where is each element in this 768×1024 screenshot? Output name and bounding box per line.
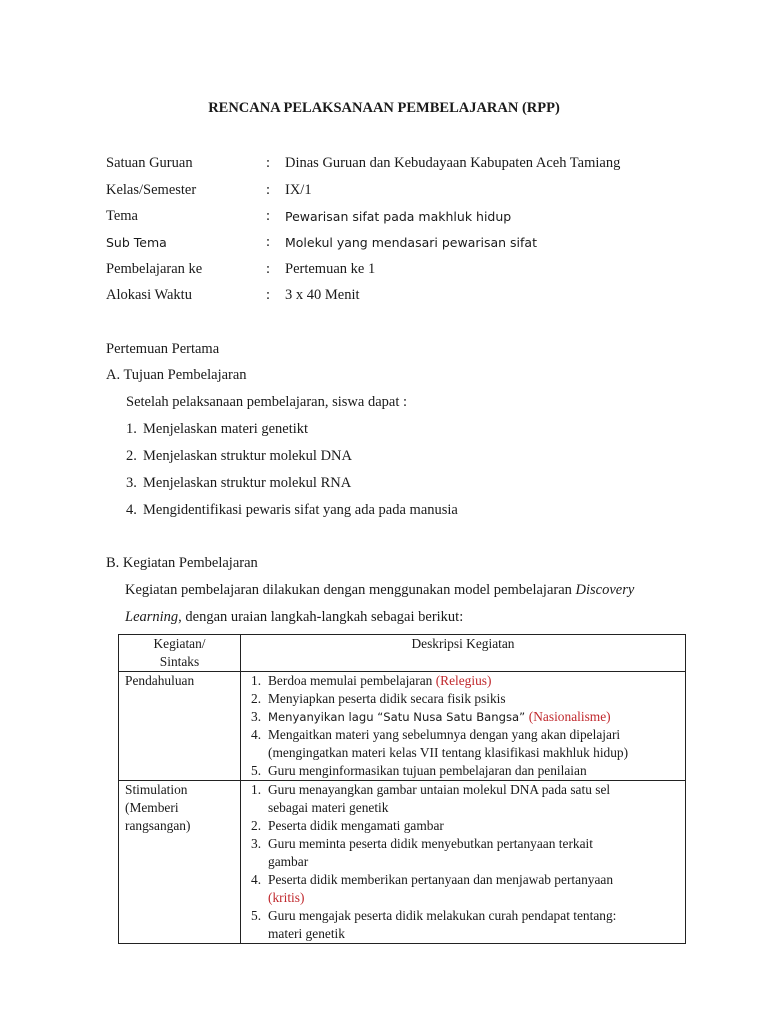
objective-item: Menjelaskan struktur molekul DNA bbox=[143, 448, 353, 464]
steps-list bbox=[247, 672, 679, 780]
step-text: Guru menayangkan gambar untaian molekul DNA pada satu sel bbox=[268, 782, 611, 797]
character-tag: (kritis) bbox=[268, 890, 305, 905]
section-a-heading: A. Tujuan Pembelajaran bbox=[106, 367, 247, 383]
table-row bbox=[119, 672, 686, 781]
stage-cell bbox=[119, 672, 241, 781]
step-number: 2. bbox=[251, 818, 262, 833]
steps-cell bbox=[241, 781, 686, 944]
identity-value: Pewarisan sifat pada makhluk hidup bbox=[285, 209, 512, 224]
stage-name-cont: rangsangan) bbox=[125, 818, 191, 833]
step-item bbox=[247, 708, 679, 726]
step-number: 5. bbox=[251, 908, 262, 923]
step-text-cont: gambar bbox=[268, 854, 309, 869]
step-item bbox=[247, 817, 679, 835]
step-number: 4. bbox=[251, 872, 262, 887]
step-text: Guru menginformasikan tujuan pembelajaran dan penilaian bbox=[268, 763, 587, 778]
step-number: 2. bbox=[251, 691, 262, 706]
step-item bbox=[247, 835, 679, 871]
stage-cell bbox=[119, 781, 241, 944]
step-text: Menyanyikan lagu “Satu Nusa Satu Bangsa” bbox=[268, 710, 529, 724]
stage-name-cont: (Memberi bbox=[125, 800, 179, 815]
header-stage-line: Kegiatan/ bbox=[153, 636, 206, 651]
step-number: 4. bbox=[251, 727, 262, 742]
step-item bbox=[247, 907, 679, 943]
step-text: Mengaitkan materi yang sebelumnya dengan yang akan dipelajari bbox=[268, 727, 621, 742]
steps-cell bbox=[241, 672, 686, 781]
identity-label: Tema bbox=[106, 208, 138, 224]
objective-item: Mengidentifikasi pewaris sifat yang ada pada manusia bbox=[143, 502, 458, 518]
step-number: 3. bbox=[251, 836, 262, 851]
intro-text-cont: , dengan uraian langkah-langkah sebagai berikut: bbox=[178, 609, 464, 625]
step-item bbox=[247, 781, 679, 817]
step-text: Menyiapkan peserta didik secara fisik psikis bbox=[268, 691, 506, 706]
meeting-heading: Pertemuan Pertama bbox=[106, 341, 220, 357]
step-text: Peserta didik mengamati gambar bbox=[268, 818, 444, 833]
step-number: 1. bbox=[251, 673, 262, 688]
section-b-intro-cont bbox=[125, 609, 463, 626]
step-item bbox=[247, 672, 679, 690]
stage-name: Pendahuluan bbox=[125, 673, 195, 688]
identity-value: Dinas Guruan dan Kebudayaan Kabupaten Aceh Tamiang bbox=[285, 155, 621, 171]
step-text: Guru mengajak peserta didik melakukan curah pendapat tentang: bbox=[268, 908, 617, 923]
section-b-intro bbox=[125, 582, 634, 599]
activity-table bbox=[118, 634, 686, 944]
header-description: Deskripsi Kegiatan bbox=[241, 635, 686, 672]
step-number: 1. bbox=[251, 782, 262, 797]
identity-colon: : bbox=[266, 208, 271, 224]
identity-label: Pembelajaran ke bbox=[106, 261, 203, 277]
intro-text: Kegiatan pembelajaran dilakukan dengan menggunakan model pembelajaran bbox=[125, 582, 576, 598]
step-item bbox=[247, 871, 679, 907]
identity-label: Kelas/Semester bbox=[106, 182, 197, 198]
objective-item: Menjelaskan materi genetikt bbox=[143, 421, 309, 437]
section-a-intro: Setelah pelaksanaan pembelajaran, siswa dapat : bbox=[126, 394, 408, 410]
step-item bbox=[247, 726, 679, 762]
step-text-cont: (mengingatkan materi kelas VII tentang klasifikasi makhluk hidup) bbox=[268, 745, 629, 760]
identity-value: Molekul yang mendasari pewarisan sifat bbox=[285, 235, 537, 250]
objective-number: 3. bbox=[126, 475, 137, 491]
step-number: 3. bbox=[251, 709, 262, 724]
identity-colon: : bbox=[266, 155, 271, 171]
step-text-cont: sebagai materi genetik bbox=[268, 800, 389, 815]
step-text-cont: materi genetik bbox=[268, 926, 345, 941]
table-row bbox=[119, 781, 686, 944]
objective-number: 1. bbox=[126, 421, 137, 437]
identity-value: 3 x 40 Menit bbox=[285, 287, 360, 303]
step-text: Guru meminta peserta didik menyebutkan pertanyaan terkait bbox=[268, 836, 593, 851]
identity-label: Satuan Guruan bbox=[106, 155, 193, 171]
identity-colon: : bbox=[266, 234, 271, 250]
step-number: 5. bbox=[251, 763, 262, 778]
identity-colon: : bbox=[266, 261, 271, 277]
table-header-row bbox=[119, 635, 686, 672]
model-name: Discovery bbox=[575, 582, 635, 598]
character-tag: (Relegius) bbox=[435, 673, 492, 688]
identity-colon: : bbox=[266, 182, 271, 198]
objective-item: Menjelaskan struktur molekul RNA bbox=[143, 475, 352, 491]
page-title: RENCANA PELAKSANAAN PEMBELAJARAN (RPP) bbox=[208, 100, 560, 116]
step-item bbox=[247, 690, 679, 708]
step-item bbox=[247, 762, 679, 780]
header-stage-line: Sintaks bbox=[159, 654, 200, 669]
section-b-heading: B. Kegiatan Pembelajaran bbox=[106, 555, 258, 571]
stage-name: Stimulation bbox=[125, 782, 188, 797]
identity-value: Pertemuan ke 1 bbox=[285, 261, 376, 277]
character-tag: (Nasionalisme) bbox=[528, 709, 611, 724]
identity-colon: : bbox=[266, 287, 271, 303]
steps-list bbox=[247, 781, 679, 943]
identity-label: Alokasi Waktu bbox=[106, 287, 192, 303]
step-text: Peserta didik memberikan pertanyaan dan menjawab pertanyaan bbox=[268, 872, 614, 887]
objective-number: 2. bbox=[126, 448, 137, 464]
model-name-cont: Learning bbox=[125, 609, 179, 625]
step-text: Berdoa memulai pembelajaran bbox=[268, 673, 436, 688]
identity-label: Sub Tema bbox=[106, 235, 167, 250]
header-stage bbox=[119, 635, 241, 672]
identity-value: IX/1 bbox=[285, 182, 312, 198]
objective-number: 4. bbox=[126, 502, 137, 518]
